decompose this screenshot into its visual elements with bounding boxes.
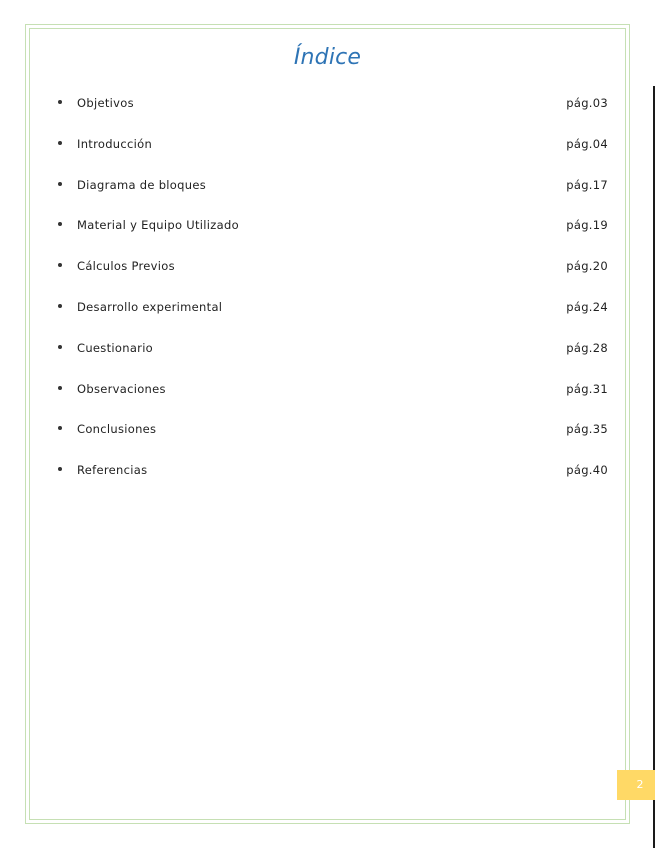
toc-item-objetivos	[58, 96, 608, 137]
toc-item-page: pág.20	[566, 259, 608, 274]
toc-item-page: pág.03	[566, 96, 608, 110]
toc-item-label: Observaciones	[77, 381, 166, 396]
toc-item-label: Objetivos	[77, 96, 134, 110]
page-number-badge: 2	[617, 770, 655, 800]
bullet-icon	[58, 386, 62, 390]
toc-item-referencias	[58, 463, 608, 504]
toc-item-label: Conclusiones	[77, 422, 157, 437]
toc-item-label: Referencias	[77, 463, 148, 478]
bullet-icon	[58, 141, 62, 145]
bullet-icon	[58, 345, 62, 349]
toc-item-diagrama-de-bloques	[58, 178, 608, 219]
toc-item-desarrollo-experimental	[58, 300, 608, 341]
bullet-icon	[58, 263, 62, 267]
bullet-icon	[58, 182, 62, 186]
bullet-icon	[58, 467, 62, 471]
toc-item-observaciones	[58, 382, 608, 423]
bullet-icon	[58, 100, 62, 104]
toc-item-label: Cálculos Previos	[77, 259, 175, 274]
toc-item-cuestionario	[58, 341, 608, 382]
toc-item-label: Diagrama de bloques	[77, 177, 206, 192]
toc-item-calculos-previos	[58, 259, 608, 300]
toc-item-page: pág.24	[566, 299, 608, 314]
toc-item-page: pág.17	[566, 177, 608, 192]
toc-item-page: pág.35	[566, 422, 608, 437]
toc-item-page: pág.31	[566, 381, 608, 396]
toc-item-page: pág.40	[566, 463, 608, 478]
toc-item-label: Desarrollo experimental	[77, 299, 223, 314]
toc-item-material-y-equipo	[58, 218, 608, 259]
toc-item-label: Material y Equipo Utilizado	[77, 218, 239, 233]
toc-item-page: pág.19	[566, 218, 608, 233]
bullet-icon	[58, 304, 62, 308]
toc-item-conclusiones	[58, 422, 608, 463]
toc-item-page: pág.04	[566, 136, 608, 151]
table-of-contents	[58, 96, 608, 504]
toc-item-label: Introducción	[77, 136, 153, 151]
bullet-icon	[58, 426, 62, 430]
toc-item-page: pág.28	[566, 340, 608, 355]
bullet-icon	[58, 222, 62, 226]
page-title: Índice	[293, 45, 362, 70]
toc-item-label: Cuestionario	[77, 340, 154, 355]
toc-item-introduccion	[58, 137, 608, 178]
